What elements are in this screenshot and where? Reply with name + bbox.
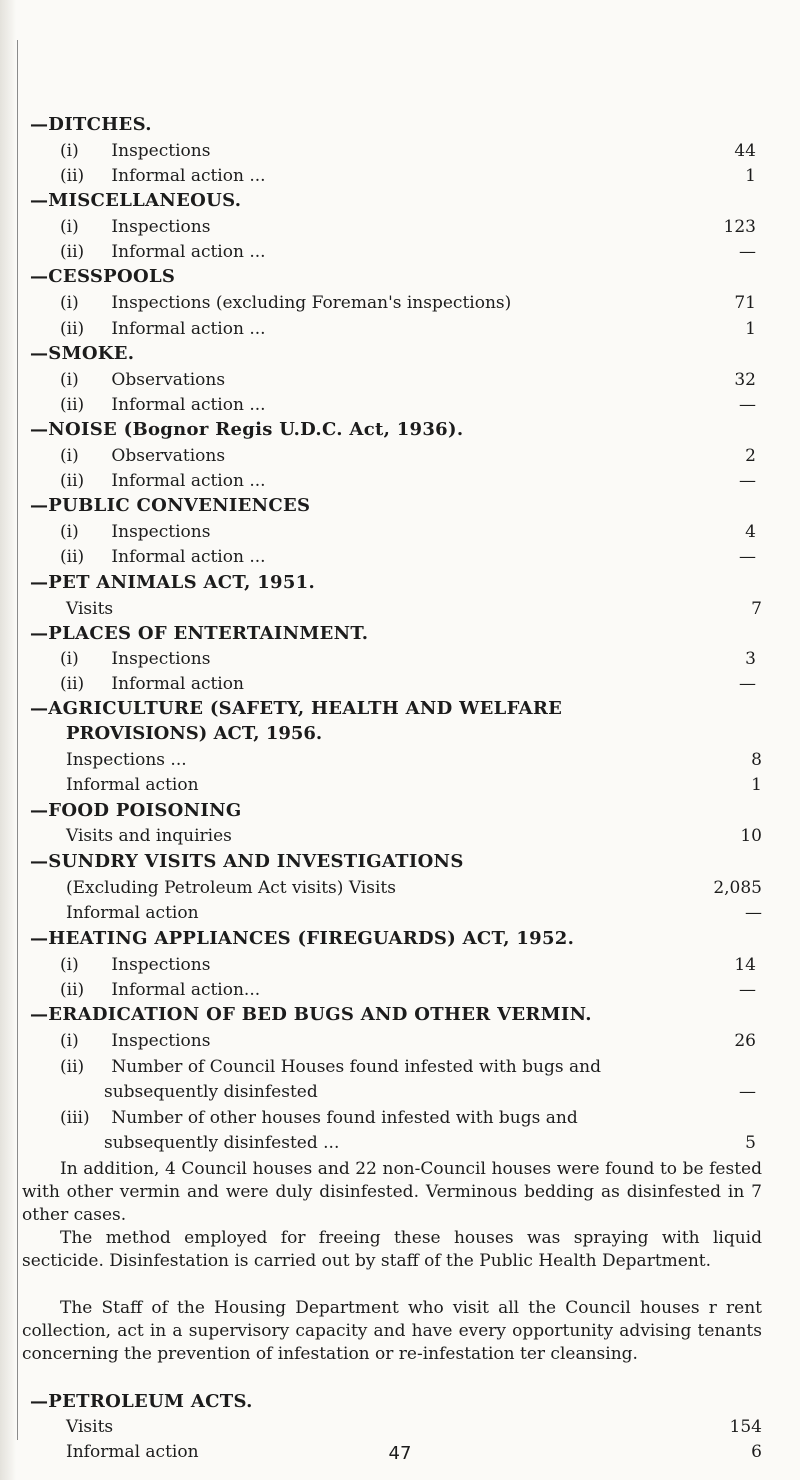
row-value: 32	[734, 370, 756, 390]
table-row	[60, 1055, 756, 1079]
row-text: Inspections	[111, 141, 211, 161]
table-row	[60, 1106, 756, 1130]
row-text: Number of other houses found infested with bugs and	[111, 1108, 578, 1128]
table-row	[104, 1080, 756, 1104]
body-paragraph	[22, 1158, 762, 1227]
row-value: 154	[729, 1417, 762, 1437]
section-title: —PLACES OF ENTERTAINMENT.	[30, 623, 369, 644]
row-text: Inspections	[111, 955, 211, 975]
table-row	[60, 953, 756, 977]
row-value: —	[739, 471, 756, 491]
row-value: 2	[745, 446, 756, 466]
row-label: (i)	[60, 141, 79, 161]
section-title: —ERADICATION OF BED BUGS AND OTHER VERMIN.	[30, 1004, 592, 1025]
row-value: 5	[745, 1133, 756, 1153]
row-text: Visits	[66, 1417, 114, 1437]
row-text: Informal action ...	[111, 319, 266, 339]
row-value: 1	[745, 166, 756, 186]
row-label: (ii)	[60, 395, 85, 415]
section-title: —PET ANIMALS ACT, 1951.	[30, 572, 316, 593]
table-row	[60, 545, 756, 569]
table-row	[66, 773, 762, 797]
row-value: —	[739, 242, 756, 262]
section-heading	[16, 418, 776, 442]
row-value: 1	[745, 319, 756, 339]
row-label: (ii)	[60, 1057, 85, 1077]
table-row	[60, 393, 756, 417]
table-row	[60, 164, 756, 188]
row-label: (ii)	[60, 166, 85, 186]
section-title: —SUNDRY VISITS AND INVESTIGATIONS	[30, 851, 464, 872]
row-text: Informal action ...	[111, 242, 266, 262]
table-row	[66, 901, 762, 925]
row-value: —	[745, 903, 762, 923]
table-row	[60, 647, 756, 671]
row-text: Inspections ...	[66, 750, 187, 770]
row-label: (ii)	[60, 674, 85, 694]
row-value: 1	[751, 775, 762, 795]
section-heading-continued: PROVISIONS) ACT, 1956.	[66, 723, 323, 744]
section-heading	[16, 1003, 776, 1027]
row-text: (Excluding Petroleum Act visits) Visits	[66, 878, 396, 898]
section-title: —NOISE (Bognor Regis U.D.C. Act, 1936).	[30, 419, 464, 440]
table-row	[60, 672, 756, 696]
section-title: —HEATING APPLIANCES (FIREGUARDS) ACT, 1952.	[30, 928, 575, 949]
table-row	[60, 978, 756, 1002]
section-heading	[16, 265, 776, 289]
row-value: 3	[745, 649, 756, 669]
row-text: Informal action ...	[111, 166, 266, 186]
section-heading	[16, 927, 776, 951]
row-label: (iii)	[60, 1108, 90, 1128]
section-title: —AGRICULTURE (SAFETY, HEALTH AND WELFARE	[30, 698, 563, 719]
row-text: Informal action	[66, 1442, 199, 1462]
row-text: subsequently disinfested ...	[104, 1133, 340, 1153]
table-row	[66, 597, 762, 621]
row-text: Informal action ...	[111, 395, 266, 415]
row-label: (ii)	[60, 980, 85, 1000]
table-row	[60, 139, 756, 163]
row-value: 4	[745, 522, 756, 542]
row-text: Inspections	[111, 649, 211, 669]
row-label: (ii)	[60, 547, 85, 567]
row-text: Inspections	[111, 217, 211, 237]
body-paragraph	[22, 1227, 762, 1273]
table-row	[60, 215, 756, 239]
section-heading	[16, 189, 776, 213]
section-heading	[16, 1390, 776, 1414]
table-row	[60, 240, 756, 264]
row-text: Visits and inquiries	[66, 826, 232, 846]
paragraph-text: The Staff of the Housing Department who visit all the Council houses r rent collection, act in a supervisory capacity and have every opportunity advising tenants concerning the prevention of infestation or re-infestation ter cleansing.	[22, 1298, 762, 1364]
row-value: 7	[751, 599, 762, 619]
row-text: Informal action	[111, 674, 244, 694]
section-heading	[16, 494, 776, 518]
row-value: 2,085	[713, 878, 762, 898]
section-title: —FOOD POISONING	[30, 800, 242, 821]
row-text: Inspections (excluding Foreman's inspections)	[111, 293, 512, 313]
table-row	[60, 444, 756, 468]
table-row	[66, 876, 762, 900]
row-value: 14	[734, 955, 756, 975]
row-text: Informal action ...	[111, 547, 266, 567]
section-heading	[16, 342, 776, 366]
row-label: (i)	[60, 649, 79, 669]
section-title: —DITCHES.	[30, 114, 152, 135]
section-heading	[16, 113, 776, 137]
row-value: 8	[751, 750, 762, 770]
row-value: —	[739, 547, 756, 567]
row-label: (i)	[60, 293, 79, 313]
row-label: (i)	[60, 522, 79, 542]
row-value: 10	[740, 826, 762, 846]
row-text: subsequently disinfested	[104, 1082, 318, 1102]
row-text: Inspections	[111, 522, 211, 542]
row-text: Informal action	[66, 903, 199, 923]
section-title: —SMOKE.	[30, 343, 135, 364]
row-label: (i)	[60, 217, 79, 237]
section-heading	[16, 850, 776, 874]
section-title: —PETROLEUM ACTS.	[30, 1391, 253, 1412]
table-row	[104, 1131, 756, 1155]
table-row	[60, 520, 756, 544]
table-row	[60, 317, 756, 341]
row-value: —	[739, 674, 756, 694]
table-row	[60, 1029, 756, 1053]
row-label: (i)	[60, 1031, 79, 1051]
table-row	[66, 748, 762, 772]
body-paragraph	[22, 1297, 762, 1366]
section-heading	[16, 799, 776, 823]
row-value: —	[739, 1082, 756, 1102]
row-text: Informal action...	[111, 980, 261, 1000]
row-text: Informal action	[66, 775, 199, 795]
section-heading	[16, 571, 776, 595]
paragraph-text: The method employed for freeing these houses was spraying with liquid secticide. Disinfestation is carried out by staff of the Public Health Department.	[22, 1228, 762, 1271]
row-value: —	[739, 395, 756, 415]
section-heading	[16, 697, 776, 721]
row-label: (i)	[60, 955, 79, 975]
row-value: 6	[751, 1442, 762, 1462]
table-row	[60, 368, 756, 392]
paragraph-text: In addition, 4 Council houses and 22 non-Council houses were found to be fested with other vermin and were duly disinfested. Verminous bedding as disinfested in 7 other cases.	[22, 1159, 762, 1225]
row-value: 26	[734, 1031, 756, 1051]
row-text: Number of Council Houses found infested with bugs and	[111, 1057, 601, 1077]
row-value: —	[739, 980, 756, 1000]
row-label: (i)	[60, 446, 79, 466]
row-text: Visits	[66, 599, 114, 619]
table-row	[66, 824, 762, 848]
row-label: (ii)	[60, 471, 85, 491]
row-value: 123	[723, 217, 756, 237]
section-title: —CESSPOOLS	[30, 266, 176, 287]
table-row	[60, 291, 756, 315]
row-value: 44	[734, 141, 756, 161]
row-label: (ii)	[60, 242, 85, 262]
table-row	[66, 1415, 762, 1439]
row-text: Inspections	[111, 1031, 211, 1051]
row-text: Observations	[111, 370, 226, 390]
row-value: 71	[734, 293, 756, 313]
section-heading	[16, 622, 776, 646]
section-title: —MISCELLANEOUS.	[30, 190, 242, 211]
table-row	[60, 469, 756, 493]
row-text: Informal action ...	[111, 471, 266, 491]
row-label: (i)	[60, 370, 79, 390]
row-text: Observations	[111, 446, 226, 466]
section-title: —PUBLIC CONVENIENCES	[30, 495, 311, 516]
row-label: (ii)	[60, 319, 85, 339]
page-number: 47	[388, 1443, 412, 1464]
